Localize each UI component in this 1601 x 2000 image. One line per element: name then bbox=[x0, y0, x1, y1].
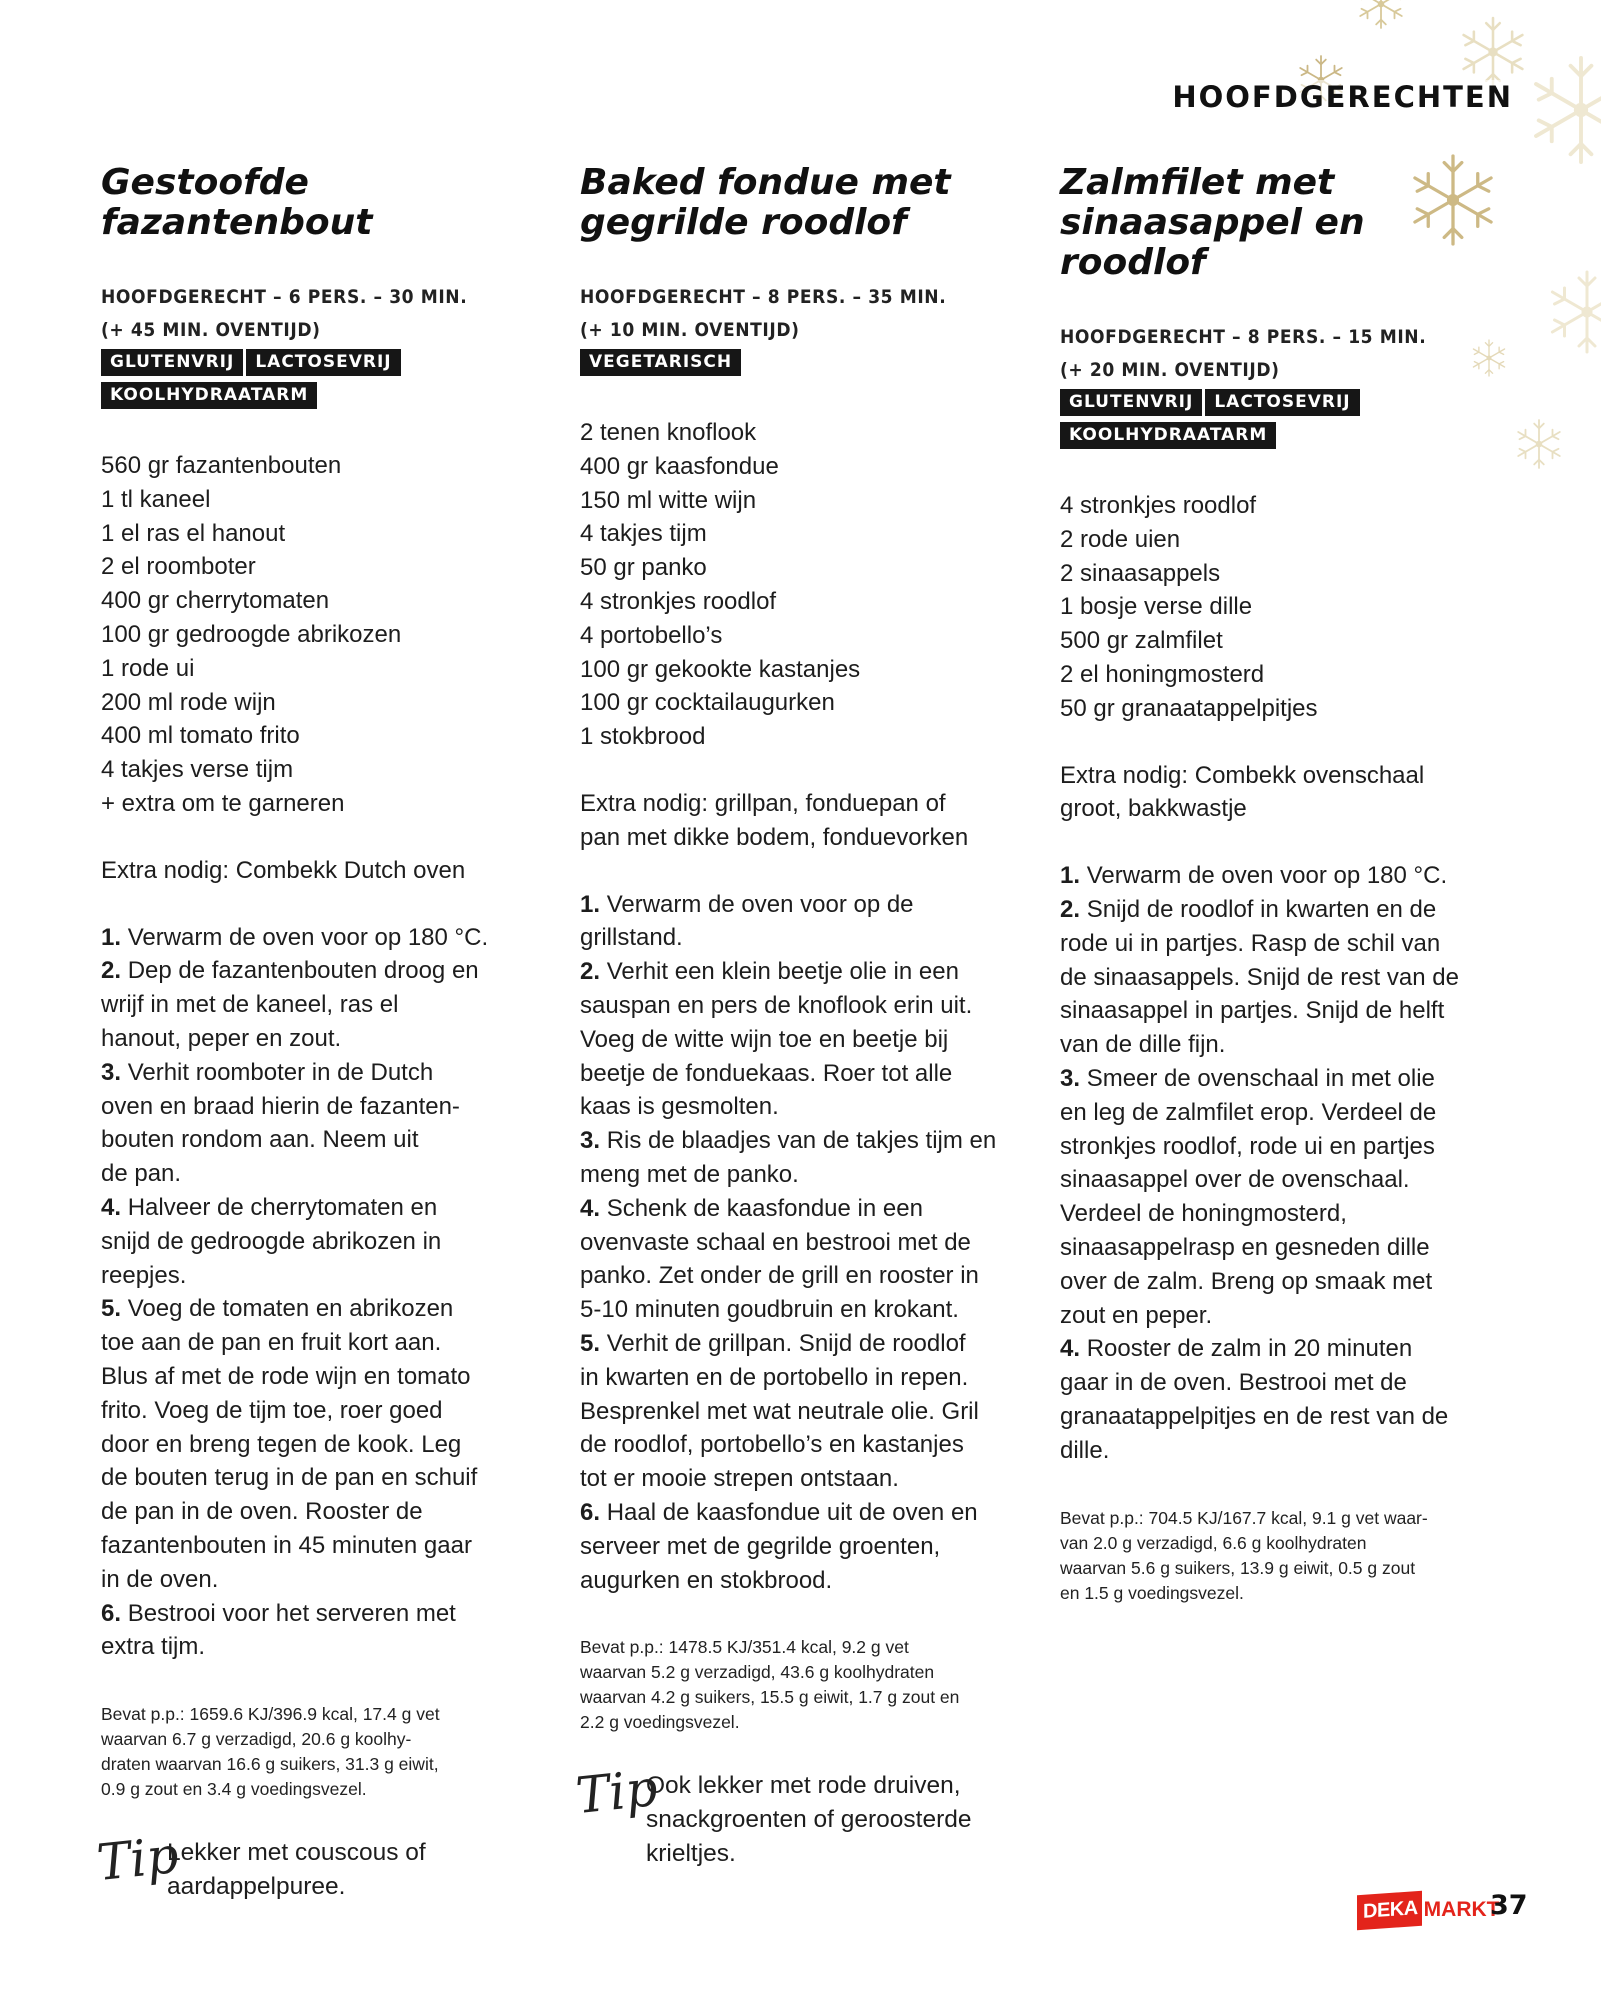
recipe-meta: HOOFDGERECHT – 6 PERS. – 30 MIN. (+ 45 MIN. OVENTIJD) bbox=[101, 286, 468, 341]
ingredient: 2 el honingmosterd bbox=[1060, 660, 1265, 688]
step: 6. Bestrooi voor het serveren met extra tijm. bbox=[101, 1599, 456, 1661]
page-number: 37 bbox=[1490, 1890, 1528, 1921]
step: 1. Verwarm de oven voor op 180 °C. bbox=[101, 923, 489, 951]
diet-tag: KOOLHYDRAATARM bbox=[1060, 422, 1276, 449]
ingredient: + extra om te garneren bbox=[101, 789, 345, 817]
step: 6. Haal de kaasfondue uit de oven en serveer met de gegrilde groenten, augurken en stokbrood. bbox=[580, 1498, 978, 1594]
nutrition-info: Bevat p.p.: 1659.6 KJ/396.9 kcal, 17.4 g vet waarvan 6.7 g verzadigd, 20.6 g koolhy- draten waarvan 16.6 g suikers, 31.3 g eiwit, 0.9 g zout en 3.4 g voedingsvezel. bbox=[101, 1704, 440, 1800]
recipe-column bbox=[573, 162, 1010, 1871]
ingredient: 100 gr gedroogde abrikozen bbox=[101, 620, 402, 648]
snowflake-icon bbox=[1552, 272, 1601, 352]
ingredient: 100 gr cocktailaugurken bbox=[580, 689, 835, 717]
recipe-column bbox=[1060, 163, 1490, 1606]
tip: Tip Ook lekker met rode druiven, snackgroenten of geroosterde krieltjes. bbox=[573, 1759, 972, 1868]
ingredient: 4 stronkjes roodlof bbox=[1060, 492, 1257, 519]
ingredient: 2 rode uien bbox=[1060, 525, 1181, 553]
extra-needed: Extra nodig: Combekk ovenschaal groot, bakkwastje bbox=[1060, 761, 1425, 823]
diet-tag: LACTOSEVRIJ bbox=[246, 349, 400, 376]
step: 1. Verwarm de oven voor op de grillstand. bbox=[580, 890, 914, 952]
recipe-meta: HOOFDGERECHT – 8 PERS. – 35 MIN. (+ 10 MIN. OVENTIJD) bbox=[580, 286, 947, 341]
diet-tag: GLUTENVRIJ bbox=[1060, 389, 1202, 416]
recipe-title: Gestoofde fazantenbout bbox=[101, 162, 373, 243]
dekamarkt-logo: DEKA MARKT bbox=[1357, 1891, 1500, 1929]
step-list bbox=[101, 921, 531, 1665]
ingredient: 1 rode ui bbox=[101, 654, 195, 682]
step: 5. Verhit de grillpan. Snijd de roodlof in kwarten en de portobello in repen. Besprenkel met wat neutrale olie. Gril de roodlof, portobello’s en kastanjes tot er mooie strepen ontstaan. bbox=[580, 1329, 979, 1493]
tip-script-icon: Tip bbox=[573, 1759, 661, 1826]
step: 3. Smeer de ovenschaal in met olie en leg de zalmfilet erop. Verdeel de stronkjes roodlof, rode ui en partjes sinaasappel over de ovenschaal. Verdeel de honingmosterd, sinaasappelrasp en gesneden dille over de zalm. Breng op smaak met zout en peper. bbox=[1060, 1064, 1437, 1329]
diet-tag: GLUTENVRIJ bbox=[101, 349, 243, 376]
recipe-title: Baked fondue met gegrilde roodlof bbox=[580, 162, 951, 243]
ingredient: 4 stronkjes roodlof bbox=[580, 587, 777, 615]
ingredient: 100 gr gekookte kastanjes bbox=[580, 655, 861, 683]
tip-script-icon: Tip bbox=[94, 1826, 182, 1893]
ingredient: 400 ml tomato frito bbox=[101, 722, 300, 750]
step: 3. Ris de blaadjes van de takjes tijm en meng met de panko. bbox=[580, 1127, 997, 1188]
diet-tags bbox=[101, 349, 531, 415]
step: 2. Dep de fazantenbouten droog en wrijf in met de kaneel, ras el hanout, peper en zout. bbox=[101, 957, 479, 1052]
snowflake-icon bbox=[1536, 58, 1601, 162]
ingredient: 4 takjes verse tijm bbox=[101, 756, 294, 784]
tip: Tip Lekker met couscous of aardappelpuree. bbox=[94, 1826, 426, 1901]
ingredient: 400 gr kaasfondue bbox=[580, 452, 779, 480]
ingredient: 560 gr fazantenbouten bbox=[101, 452, 342, 479]
step-list bbox=[1060, 859, 1490, 1467]
ingredient: 2 el roomboter bbox=[101, 553, 256, 581]
step: 2. Snijd de roodlof in kwarten en de rode ui in partjes. Rasp de schil van de sinaasappels. Snijd de rest van de sinaasappel in partjes. Snijd de helft van de dille fijn. bbox=[1060, 895, 1459, 1059]
ingredient: 500 gr zalmfilet bbox=[1060, 627, 1223, 655]
section-heading: HOOFDGERECHTEN bbox=[1168, 80, 1517, 114]
step: 2. Verhit een klein beetje olie in een sauspan en pers de knoflook erin uit. Voeg de witte wijn toe en beetje bij beetje de fonduekaas. Roer tot alle kaas is gesmolten. bbox=[580, 958, 973, 1121]
ingredient: 1 bosje verse dille bbox=[1060, 593, 1253, 621]
snowflake-icon bbox=[1518, 420, 1560, 468]
step: 3. Verhit roomboter in de Dutch oven en braad hierin de fazanten- bouten rondom aan. Neem uit de pan. bbox=[101, 1058, 460, 1188]
snowflake-icon bbox=[1464, 18, 1523, 86]
nutrition-info: Bevat p.p.: 1478.5 KJ/351.4 kcal, 9.2 g vet waarvan 5.2 g verzadigd, 43.6 g koolhydraten waarvan 4.2 g suikers, 15.5 g eiwit, 1.7 g zout en 2.2 g voedingsvezel. bbox=[580, 1637, 960, 1733]
ingredient: 1 el ras el hanout bbox=[101, 519, 286, 547]
ingredient: 50 gr panko bbox=[580, 554, 707, 582]
diet-tags bbox=[1060, 389, 1490, 455]
step: 1. Verwarm de oven voor op 180 °C. bbox=[1060, 862, 1448, 890]
diet-tag: KOOLHYDRAATARM bbox=[101, 382, 317, 409]
ingredient: 50 gr granaatappelpitjes bbox=[1060, 694, 1318, 722]
step: 4. Schenk de kaasfondue in een ovenvaste schaal en bestrooi met de panko. Zet onder de grill en rooster in 5-10 minuten goudbruin en krokant. bbox=[580, 1194, 979, 1324]
ingredient: 4 portobello’s bbox=[580, 621, 723, 649]
ingredient: 400 gr cherrytomaten bbox=[101, 587, 330, 615]
diet-tag: LACTOSEVRIJ bbox=[1205, 389, 1359, 416]
step: 5. Voeg de tomaten en abrikozen toe aan de pan en fruit kort aan. Blus af met de rode wijn en tomato frito. Voeg de tijm toe, roer goed door en breng tegen de kook. Leg de bouten terug in de pan en schuif de pan in de oven. Rooster de fazantenbouten in 45 minuten gaar in de oven. bbox=[101, 1295, 478, 1593]
snowflake-icon bbox=[1360, 0, 1402, 28]
ingredient: 1 tl kaneel bbox=[101, 485, 211, 513]
step: 4. Halveer de cherrytomaten en snijd de gedroogde abrikozen in reepjes. bbox=[101, 1193, 442, 1289]
recipe-meta: HOOFDGERECHT – 8 PERS. – 15 MIN. (+ 20 MIN. OVENTIJD) bbox=[1060, 326, 1427, 381]
ingredient: 2 sinaasappels bbox=[1060, 559, 1221, 587]
ingredient: 4 takjes tijm bbox=[580, 520, 707, 548]
nutrition-info: Bevat p.p.: 704.5 KJ/167.7 kcal, 9.1 g vet waar- van 2.0 g verzadigd, 6.6 g koolhydraten waarvan 5.6 g suikers, 13.9 g eiwit, 0.5 g zout en 1.5 g voedingsvezel. bbox=[1060, 1507, 1428, 1603]
recipe-column bbox=[94, 162, 531, 1904]
step-list bbox=[580, 888, 1010, 1598]
extra-needed: Extra nodig: grillpan, fonduepan of pan met dikke bodem, fonduevorken bbox=[580, 789, 969, 851]
ingredient: 1 stokbrood bbox=[580, 723, 706, 751]
ingredient: 200 ml rode wijn bbox=[101, 688, 276, 716]
ingredient: 150 ml witte wijn bbox=[580, 486, 757, 514]
diet-tags bbox=[580, 349, 1010, 382]
ingredient: 2 tenen knoflook bbox=[580, 419, 757, 446]
extra-needed: Extra nodig: Combekk Dutch oven bbox=[101, 856, 466, 884]
ingredient-list bbox=[101, 449, 531, 821]
ingredient-list bbox=[580, 416, 1010, 754]
step: 4. Rooster de zalm in 20 minuten gaar in de oven. Bestrooi met de granaatappelpitjes en de rest van de dille. bbox=[1060, 1335, 1449, 1464]
recipe-title: Zalmfilet met sinaasappel en roodlof bbox=[1060, 162, 1365, 283]
diet-tag: VEGETARISCH bbox=[580, 349, 741, 376]
ingredient-list bbox=[1060, 489, 1490, 726]
